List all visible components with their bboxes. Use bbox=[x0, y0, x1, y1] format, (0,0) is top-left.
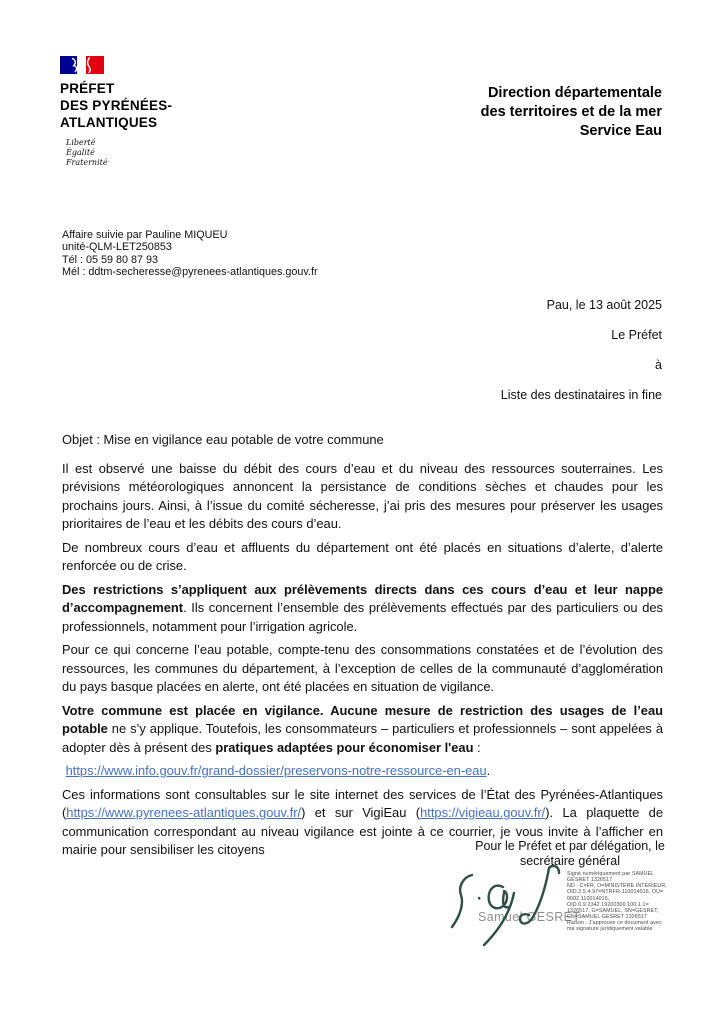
date-addressee-block bbox=[501, 299, 662, 419]
letter-date: Pau, le 13 août 2025 bbox=[546, 298, 662, 312]
text-line: GESRET 1326517 bbox=[567, 877, 613, 884]
letter-body bbox=[62, 431, 663, 865]
body-paragraph bbox=[62, 702, 663, 758]
text-line: DES PYRÉNÉES- bbox=[60, 98, 173, 113]
text-line: OID.0.9.2342.19200300.100.1.1= bbox=[567, 901, 649, 908]
hyperlink[interactable]: https://vigieau.gouv.fr/ bbox=[420, 805, 546, 820]
body-paragraph bbox=[62, 460, 663, 534]
text-line: Mél : ddtm-secheresse@pyrenees-atlantiques.gouv.fr bbox=[62, 266, 318, 279]
letter-recipients: Liste des destinataires in fine bbox=[500, 388, 662, 402]
text-run: . bbox=[486, 763, 491, 778]
body-paragraph bbox=[62, 762, 663, 781]
text-line: Fraternité bbox=[66, 158, 108, 167]
text-line: Affaire suivie par Pauline MIQUEU bbox=[62, 229, 228, 241]
direction-header bbox=[481, 84, 662, 141]
text-line: 0002 110014016, bbox=[567, 895, 610, 902]
text-line: Raison : J'approuve ce document avec bbox=[567, 920, 662, 927]
text-run: . Ils concernent l’ensemble des prélèvements effectués par des particuliers ou des professionnels, notamment pour l’irrigation agricole. bbox=[62, 600, 663, 634]
text-line: Service Eau bbox=[579, 123, 662, 139]
text-line: ND : C=FR, O=MINISTERE INTERIEUR, bbox=[567, 883, 667, 890]
text-run: ne s’y applique. Toutefois, les consommateurs – particuliers et professionnels – sont appelées à adopter dès à présent des bbox=[62, 721, 663, 755]
digital-signature-details bbox=[567, 871, 721, 933]
signer-name: Samuel GESRET bbox=[478, 910, 581, 924]
text-line: des territoires et de la mer bbox=[480, 104, 662, 120]
text-run: ). La plaquette de communication correspondant au niveau vigilance est jointe à ce courrier, je vous invite à l’afficher en mairie pour sensibiliser les citoyens bbox=[62, 805, 663, 857]
text-line: Direction départementale bbox=[487, 85, 662, 101]
letter-sender: Le Préfet bbox=[611, 328, 662, 342]
text-run: Votre commune est placée en vigilance. Aucune mesure de restriction des usages de l’eau potable bbox=[62, 702, 663, 736]
prefecture-name bbox=[60, 80, 172, 131]
text-run: Pour ce qui concerne l’eau potable, compte-tenu des consommations constatées et de l’évolution des ressources, les communes du département, à l’exception de celles de la communauté d’agglomération du pays basque placées en alerte, ont été placées en situation de vigilance. bbox=[62, 642, 663, 694]
text-line: unité-QLM-LET250853 bbox=[62, 241, 172, 254]
body-paragraph bbox=[62, 641, 663, 697]
text-line: ma signature juridiquement valable bbox=[567, 926, 653, 933]
text-line: 1326517, G=SAMUEL, SN=GESRET, bbox=[567, 907, 659, 914]
text-line: Égalité bbox=[66, 148, 95, 157]
letter-to: à bbox=[655, 358, 662, 372]
text-run: : bbox=[473, 739, 481, 755]
text-run: Ces informations sont consultables sur le site internet des services de l’État des Pyrénées-Atlantiques ( bbox=[62, 786, 663, 820]
text-run: ) et sur VigiEau ( bbox=[301, 805, 421, 820]
text-line: Pour le Préfet et par délégation, le bbox=[475, 839, 665, 853]
body-paragraph bbox=[62, 539, 663, 576]
body-paragraphs bbox=[62, 460, 663, 860]
subject-line: Objet : Mise en vigilance eau potable de votre commune bbox=[62, 432, 384, 447]
contact-block bbox=[62, 229, 318, 279]
text-line: CN=SAMUEL GESRET 1326517 bbox=[567, 914, 647, 921]
text-run: Des restrictions s’appliquent aux prélèvements directs dans ces cours d’eau et leur nappe d’accompagnement bbox=[62, 581, 663, 615]
text-line: Tél : 05 59 80 87 93 bbox=[62, 253, 159, 266]
republic-motto bbox=[66, 138, 172, 168]
hyperlink[interactable]: https://www.pyrenees-atlantiques.gouv.fr/ bbox=[66, 805, 302, 820]
text-run: De nombreux cours d’eau et affluents du département ont été placés en situations d’alerte, d’alerte renforcée ou de crise. bbox=[62, 539, 663, 573]
body-paragraph bbox=[62, 581, 663, 637]
text-run: pratiques adaptées pour économiser l'eau bbox=[215, 739, 474, 755]
prefecture-logo-block bbox=[60, 56, 172, 168]
french-flag-marianne-icon bbox=[60, 56, 104, 74]
text-line: PRÉFET bbox=[60, 81, 115, 96]
text-run: Il est observé une baisse du débit des cours d’eau et du niveau des ressources souterraines. Les prévisions météorologiques annoncent la persistance de conditions sèches et chaudes pour les prochains jours. Ainsi, à l’issue du comité sécheresse, j’ai pris des mesures pour préserver les usages prioritaires de l’eau et les débits des cours d’eau. bbox=[62, 460, 663, 531]
text-line: Signé numériquement par SAMUEL bbox=[567, 871, 655, 877]
hyperlink[interactable]: https://www.info.gouv.fr/grand-dossier/preservons-notre-ressource-en-eau bbox=[65, 763, 487, 778]
handwritten-signature bbox=[448, 863, 570, 949]
text-line: secrétaire général bbox=[519, 854, 621, 868]
text-line: ATLANTIQUES bbox=[60, 115, 158, 130]
text-line: OID.2.5.4.97=NTRFR-110014016, OU= bbox=[567, 889, 664, 896]
text-line: Liberté bbox=[66, 138, 96, 147]
